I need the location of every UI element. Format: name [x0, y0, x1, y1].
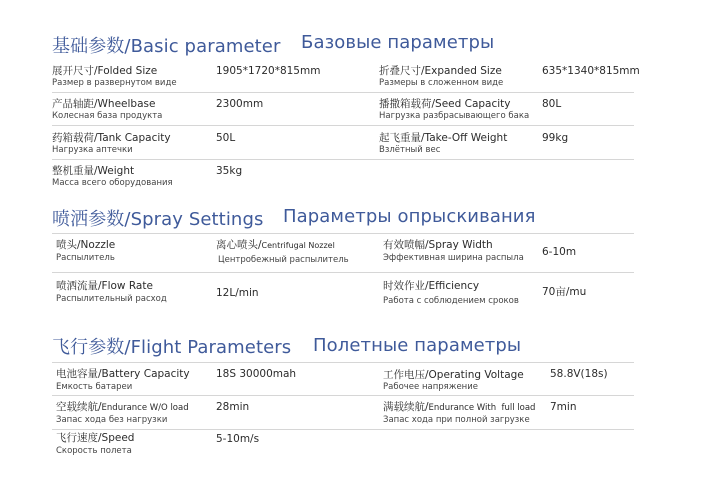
param-value: 1905*1720*815mm — [216, 65, 321, 77]
param-sublabel: Размеры в сложенном виде — [379, 78, 504, 88]
param-label-en: Endurance With full load — [428, 403, 536, 413]
param-label — [56, 402, 189, 413]
param-sublabel: Масса всего оборудования — [52, 178, 173, 188]
param-sublabel: Запас хода при полной загрузке — [383, 415, 530, 425]
param-label: 有效喷幅/Spray Width — [383, 239, 493, 251]
section-title-basic: 基础参数/Basic parameter — [52, 36, 281, 57]
row-divider — [52, 159, 634, 160]
param-sublabel: Нагрузка разбрасывающего бака — [379, 111, 530, 121]
param-value: 58.8V(18s) — [550, 368, 608, 380]
row-divider — [52, 362, 634, 363]
param-label: 折叠尺寸/Expanded Size — [379, 65, 502, 77]
section-title-spray-ru: Параметры опрыскивания — [283, 206, 536, 227]
param-sublabel: Емкость батареи — [56, 382, 133, 392]
section-title-spray: 喷洒参数/Spray Settings — [52, 209, 264, 230]
param-value-en: Centrifugal Nozzel — [261, 241, 335, 250]
param-sublabel: Рабочее напряжение — [383, 382, 478, 392]
param-value: 70亩/mu — [542, 286, 587, 298]
param-label-en: Endurance W/O load — [101, 403, 189, 413]
section-title-basic-ru: Базовые параметры — [301, 32, 495, 53]
param-sublabel: Запас хода без нагрузки — [56, 415, 168, 425]
param-value: 99kg — [542, 132, 569, 144]
param-label: 工作电压/Operating Voltage — [383, 369, 524, 381]
param-value: 18S 30000mah — [216, 368, 297, 380]
param-sublabel: Взлётный вес — [379, 145, 441, 155]
param-value: 7min — [550, 401, 577, 413]
param-value-sub: Центробежный распылитель — [218, 255, 349, 265]
param-label: 起飞重量/Take-Off Weight — [379, 132, 508, 144]
param-label: 电池容量/Battery Capacity — [56, 368, 190, 380]
row-divider — [52, 429, 634, 430]
param-value: 5-10m/s — [216, 433, 260, 445]
param-sublabel: Нагрузка аптечки — [52, 145, 133, 155]
param-sublabel: Распылитель — [56, 253, 115, 263]
param-sublabel: Размер в развернутом виде — [52, 78, 177, 88]
row-divider — [52, 125, 634, 126]
param-label: 喷头/Nozzle — [56, 239, 116, 251]
param-value — [216, 240, 335, 251]
row-divider — [52, 233, 634, 234]
param-sublabel: Скорость полета — [56, 446, 132, 456]
param-label: 产品轴距/Wheelbase — [52, 98, 156, 110]
param-value: 50L — [216, 132, 236, 144]
param-value: 12L/min — [216, 287, 259, 299]
param-label: 时效作业/Efficiency — [383, 280, 480, 292]
param-label: 展开尺寸/Folded Size — [52, 65, 158, 77]
param-sublabel: Работа с соблюдением сроков — [383, 296, 519, 306]
param-label — [383, 402, 535, 413]
param-value: 6-10m — [542, 246, 577, 258]
param-label: 飞行速度/Speed — [56, 432, 135, 444]
param-label: 整机重量/Weight — [52, 165, 135, 177]
param-label-cn: 空载续航/ — [56, 401, 102, 413]
row-divider — [52, 272, 634, 273]
param-sublabel: Распылительный расход — [56, 294, 167, 304]
row-divider — [52, 92, 634, 93]
param-label-cn: 满载续航/ — [383, 401, 429, 413]
row-divider — [52, 395, 634, 396]
param-sublabel: Эффективная ширина распыла — [383, 253, 524, 263]
section-title-flight: 飞行参数/Flight Parameters — [52, 337, 292, 358]
param-value: 2300mm — [216, 98, 264, 110]
param-sublabel: Колесная база продукта — [52, 111, 163, 121]
param-value: 35kg — [216, 165, 243, 177]
param-value: 635*1340*815mm — [542, 65, 640, 77]
param-value-cn: 离心喷头/ — [216, 239, 262, 251]
param-label: 喷洒流量/Flow Rate — [56, 280, 153, 292]
param-label: 药箱载荷/Tank Capacity — [52, 132, 171, 144]
section-title-flight-ru: Полетные параметры — [313, 335, 522, 356]
param-value: 28min — [216, 401, 250, 413]
param-value: 80L — [542, 98, 562, 110]
param-label: 播撒箱载荷/Seed Capacity — [379, 98, 511, 110]
